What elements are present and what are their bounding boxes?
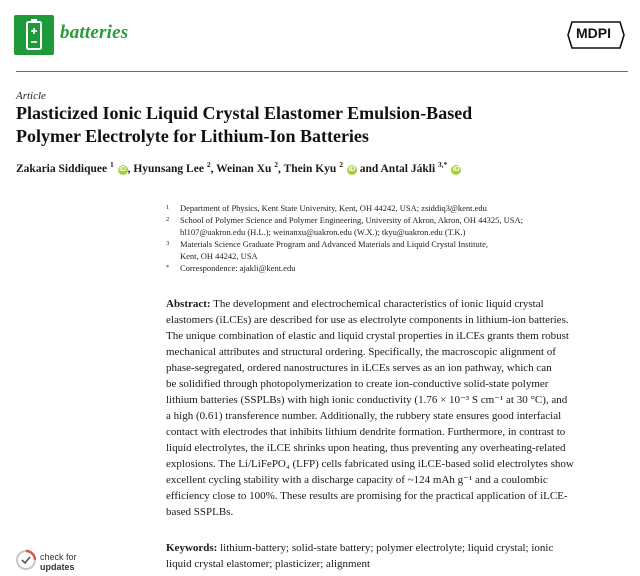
abstract-line (166, 296, 628, 312)
abstract-line: phase-segregated, ordered nanostructures in iLCEs serves as an ion pathway, which can (166, 362, 552, 374)
check-for-updates-badge[interactable] (16, 549, 96, 576)
affiliation (166, 214, 626, 238)
affiliation-text: hl107@uakron.edu (H.L.); weinanxu@uakron.edu (W.X.); tkyu@uakron.edu (T.K.) (180, 227, 466, 237)
abstract-text: The development and electrochemical characteristics of ionic liquid crystal (213, 298, 544, 310)
author-name[interactable]: Antal Jákli (380, 163, 436, 175)
affiliation-text: Department of Physics, Kent State University, Kent, OH 44242, USA; zsiddiq3@kent.edu (180, 203, 487, 213)
author-affiliation-ref: 2 (206, 160, 211, 169)
journal-logo (14, 15, 54, 55)
orcid-icon[interactable]: iD (452, 166, 460, 173)
orcid-icon[interactable]: iD (348, 166, 356, 173)
abstract (166, 296, 628, 520)
battery-icon (14, 15, 54, 55)
correspondence (166, 262, 626, 274)
publisher-name: MDPI (576, 25, 611, 41)
abstract-line: liquid electrolytes, the iLCE shrinks upon heating, thus preventing any overheating-related (166, 442, 566, 454)
abstract-line: lithium batteries (SSPLBs) with high ionic conductivity (1.76 × 10⁻³ S cm⁻¹ at 30 °C), and (166, 394, 568, 406)
author-affiliation-ref: 1 (109, 160, 114, 169)
title-line: Polymer Electrolyte for Lithium-Ion Batteries (16, 126, 369, 146)
author-name[interactable]: Hyunsang Lee (133, 163, 204, 175)
author-affiliation-ref: 2 (339, 160, 343, 169)
affiliation-number: * (166, 264, 170, 271)
journal-name[interactable]: batteries (60, 22, 129, 43)
check-for-updates-label (40, 552, 77, 572)
affiliation-text: Kent, OH 44242, USA (180, 251, 258, 261)
keywords-label: Keywords: (166, 542, 218, 554)
correspondence-text: Correspondence: ajakli@kent.edu (180, 263, 296, 273)
affiliations (166, 202, 626, 274)
affiliation-text: School of Polymer Science and Polymer Engineering, University of Akron, Akron, OH 44325, USA; (180, 215, 524, 225)
author-join-word: and (359, 163, 379, 175)
abstract-label: Abstract: (166, 298, 211, 310)
author-affiliation-ref: 2 (274, 160, 279, 169)
abstract-line: explosions. The Li/LiFePO₄ (LFP) cells fabricated using iLCE-based solid electrolytes show (166, 458, 574, 470)
author-name[interactable]: Thein Kyu (283, 163, 337, 175)
author-name[interactable]: Weinan Xu (216, 163, 272, 175)
keywords-line (166, 540, 628, 556)
article-type: Article (16, 90, 46, 102)
abstract-line: efficiency close to 100%. These results are promising for the practical application of iLCE- (166, 490, 568, 502)
affiliation-number: 1 (166, 204, 170, 211)
article-title (16, 102, 628, 148)
keywords (166, 540, 628, 572)
author-name[interactable]: Zakaria Siddiquee (16, 163, 108, 175)
abstract-line: elastomers (iLCEs) are described for use as electrolyte components in lithium-ion batteries. (166, 314, 569, 326)
keywords-text: lithium-battery; solid-state battery; polymer electrolyte; liquid crystal; ionic (220, 542, 554, 554)
author-affiliation-ref: 3,* (438, 160, 448, 169)
affiliation-number: 3 (166, 240, 170, 247)
publisher-logo[interactable] (566, 21, 626, 49)
abstract-line: contact with electrodes that inhibits lithium dendrite formation. Furthermore, in contrast to (166, 426, 566, 438)
check-line-1: check for (40, 552, 77, 562)
author-list: Zakaria Siddiquee $^1$ iD , Hyunsang Lee $^2$, Weinan Xu $^2$, Thein Kyu $^2$ iD and Antal Jákli $^{3,*}$ iD (16, 160, 460, 175)
check-for-updates-icon (16, 549, 36, 571)
orcid-icon[interactable]: iD (119, 166, 127, 173)
title-line: Plasticized Ionic Liquid Crystal Elastomer Emulsion-Based (16, 103, 473, 123)
affiliation-text: Materials Science Graduate Program and Advanced Materials and Liquid Crystal Institute, (180, 239, 489, 249)
header-divider (16, 71, 628, 72)
abstract-line: mechanical attributes and structural ordering. Specifically, the macroscopic alignment of (166, 346, 556, 358)
affiliation-number: 2 (166, 216, 170, 223)
affiliation (166, 238, 626, 262)
abstract-line: excellent cycling stability with a discharge capacity of ~124 mAh g⁻¹ and a coulombic (166, 474, 548, 486)
abstract-line: be solidified through photopolymerization to create ion-conductive solid-state polymer (166, 378, 549, 390)
affiliation (166, 202, 626, 214)
abstract-line: based SSPLBs. (166, 506, 234, 518)
abstract-line: The unique combination of elastic and liquid crystal properties in iLCEs grants them robust (166, 330, 569, 342)
keywords-line: liquid crystal elastomer; plasticizer; alignment (166, 558, 371, 570)
abstract-line: a high (0.61) transference number. Additionally, the rubbery state ensures good interfacial (166, 410, 562, 422)
check-line-2: updates (40, 562, 75, 572)
